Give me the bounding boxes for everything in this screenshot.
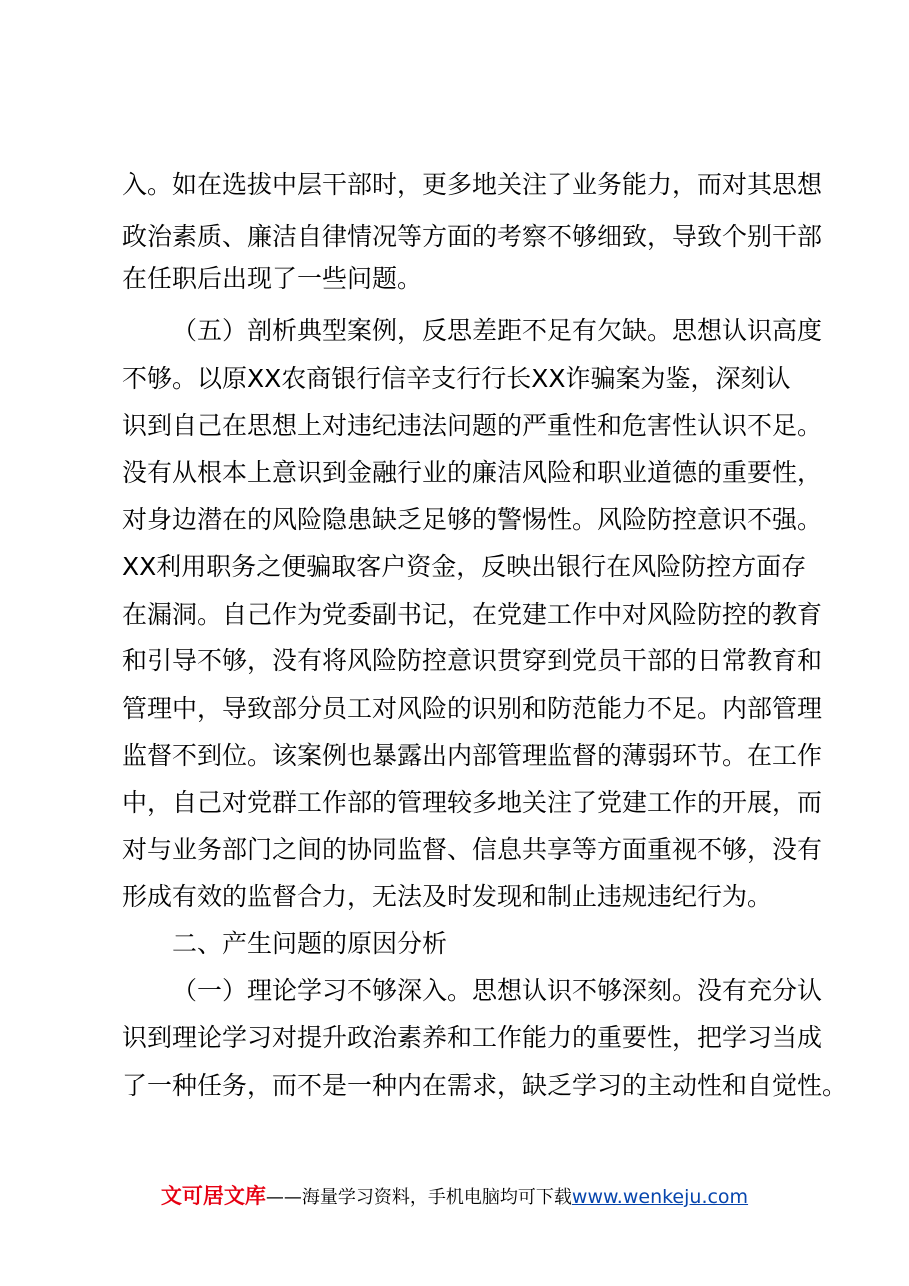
footer-slogan: ——海量学习资料，手机电脑均可下载 [265, 1187, 572, 1208]
text-line: 对与业务部门之间的协同监督、信息共享等方面重视不够，没有 [122, 835, 823, 864]
watermark-footer [0, 1180, 909, 1210]
text-line: 政治素质、廉洁自律情况等方面的考察不够细致，导致个别干部 [122, 222, 823, 251]
text-line: 在任职后出现了一些问题。 [122, 264, 423, 293]
text-line: 中，自己对党群工作部的管理较多地关注了党建工作的开展，而 [122, 788, 823, 817]
text-line: 识到理论学习对提升政治素养和工作能力的重要性，把学习当成 [122, 1023, 823, 1052]
text-line: 在漏洞。自己作为党委副书记，在党建工作中对风险防控的教育 [122, 600, 823, 629]
text-line: 形成有效的监督合力，无法及时发现和制止违规违纪行为。 [122, 882, 773, 911]
text-line: 入。如在选拔中层干部时，更多地关注了业务能力，而对其思想 [122, 170, 823, 199]
text-line: XX利用职务之便骗取客户资金，反映出银行在风险防控方面存 [122, 552, 807, 581]
brand-name: 文可居文库 [160, 1184, 266, 1208]
text-line: （五）剖析典型案例，反思差距不足有欠缺。思想认识高度 [172, 316, 823, 345]
text-line: 没有从根本上意识到金融行业的廉洁风险和职业道德的重要性， [122, 458, 823, 487]
text-line: 不够。以原XX农商银行信辛支行行长XX诈骗案为鉴，深刻认 [122, 364, 791, 393]
text-line: 管理中，导致部分员工对风险的识别和防范能力不足。内部管理 [122, 694, 823, 723]
text-line: 和引导不够，没有将风险防控意识贯穿到党员干部的日常教育和 [122, 646, 823, 675]
text-line: 了一种任务，而不是一种内在需求，缺乏学习的主动性和自觉性。 [122, 1071, 848, 1100]
text-line: 对身边潜在的风险隐患缺乏足够的警惕性。风险防控意识不强。 [122, 505, 823, 534]
text-line: 识到自己在思想上对违纪违法问题的严重性和危害性认识不足。 [122, 411, 823, 440]
website-link[interactable]: www.wenkeju.com [571, 1186, 749, 1208]
text-line: （一）理论学习不够深入。思想认识不够深刻。没有充分认 [172, 976, 823, 1005]
section-heading: 二、产生问题的原因分析 [172, 929, 448, 958]
text-line: 监督不到位。该案例也暴露出内部管理监督的薄弱环节。在工作 [122, 741, 823, 770]
